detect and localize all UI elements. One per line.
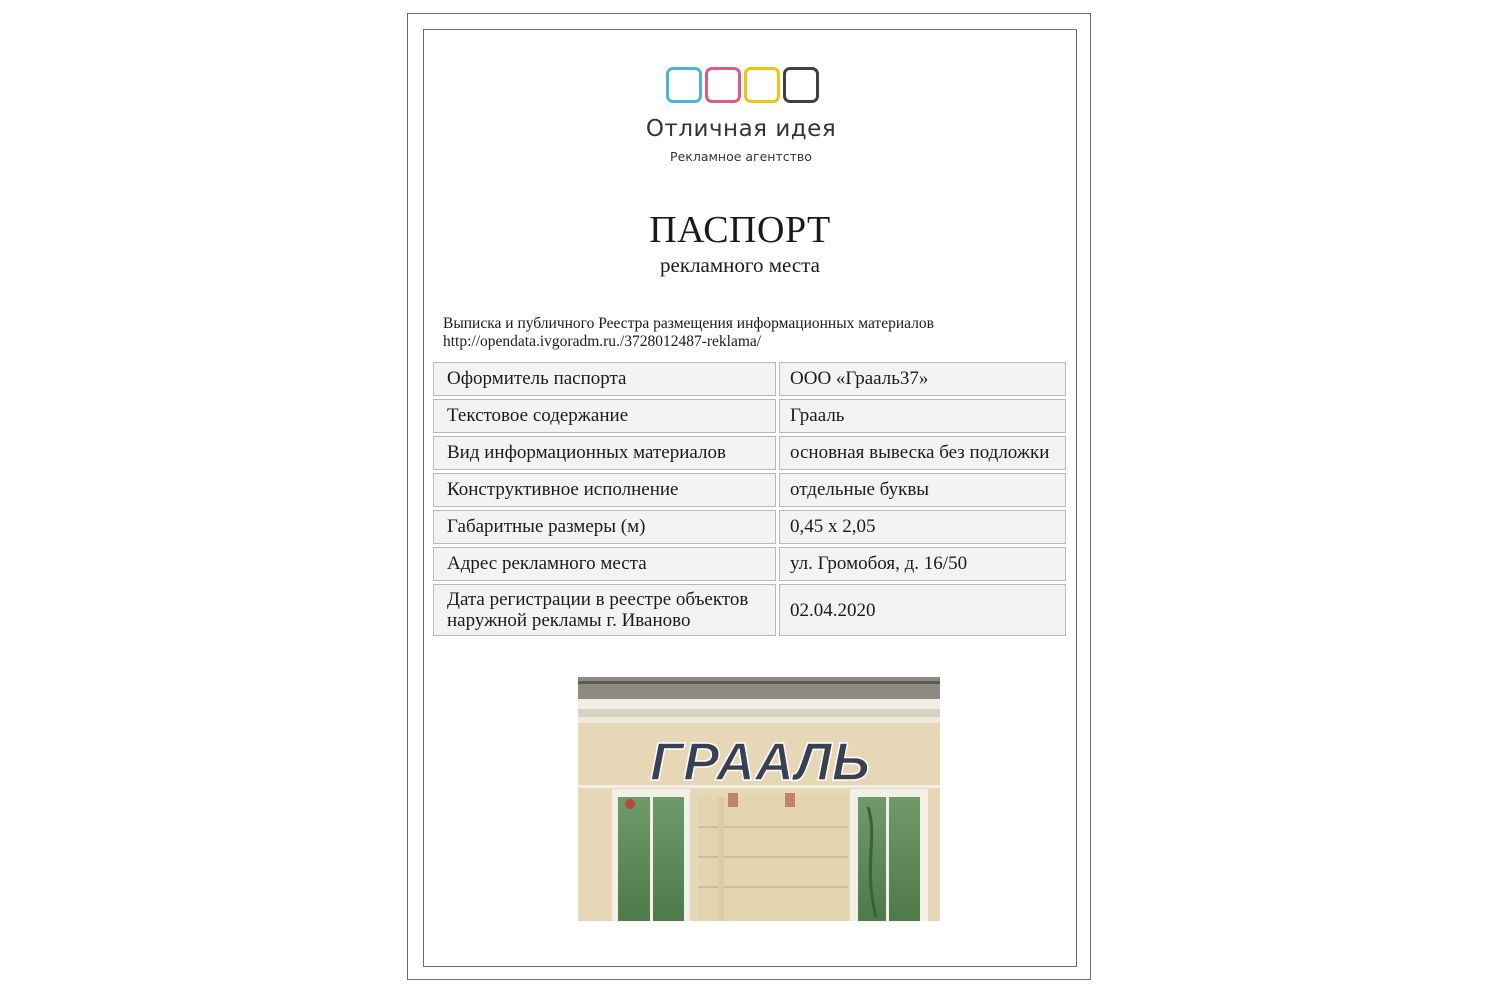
logo-square-dark [783, 67, 819, 103]
facade-illustration [578, 677, 940, 921]
row-label: Оформитель паспорта [433, 362, 776, 396]
row-label: Габаритные размеры (м) [433, 510, 776, 544]
row-label: Текстовое содержание [433, 399, 776, 433]
brand-name: Отличная идея [645, 116, 837, 142]
table-row [433, 399, 1066, 433]
passport-table [430, 359, 1069, 639]
sign-photo [578, 677, 940, 921]
row-label: Конструктивное исполнение [433, 473, 776, 507]
table-row [433, 436, 1066, 470]
logo-square-yellow [744, 67, 780, 103]
row-label: Адрес рекламного места [433, 547, 776, 581]
sign-text: ГРААЛЬ [650, 732, 870, 792]
row-label: Вид информационных материалов [433, 436, 776, 470]
table-row [433, 362, 1066, 396]
logo-square-blue [666, 67, 702, 103]
row-value: ул. Громобоя, д. 16/50 [779, 547, 1066, 581]
registry-extract [443, 315, 1043, 351]
row-value: основная вывеска без подложки [779, 436, 1066, 470]
table-row [433, 510, 1066, 544]
row-value: Грааль [779, 399, 1066, 433]
row-value: 02.04.2020 [779, 584, 1066, 636]
table-row [433, 584, 1066, 636]
extract-text: Выписка и публичного Реестра размещения информационных материалов [443, 315, 934, 332]
extract-url: http://opendata.ivgoradm.ru./3728012487-reklama/ [443, 333, 762, 350]
row-label-line: наружной рекламы г. Иваново [447, 610, 691, 631]
row-value: отдельные буквы [779, 473, 1066, 507]
page-subtitle: рекламного места [660, 253, 820, 277]
logo-icon [666, 67, 818, 103]
row-label-line: Дата регистрации в реестре объектов [447, 589, 749, 610]
row-value: ООО «Грааль37» [779, 362, 1066, 396]
brand-tagline: Рекламное агентство [670, 149, 812, 164]
logo-square-pink [705, 67, 741, 103]
row-label [433, 584, 776, 636]
row-value: 0,45 х 2,05 [779, 510, 1066, 544]
page-title: ПАСПОРТ [649, 209, 831, 251]
table-row [433, 547, 1066, 581]
table-row [433, 473, 1066, 507]
